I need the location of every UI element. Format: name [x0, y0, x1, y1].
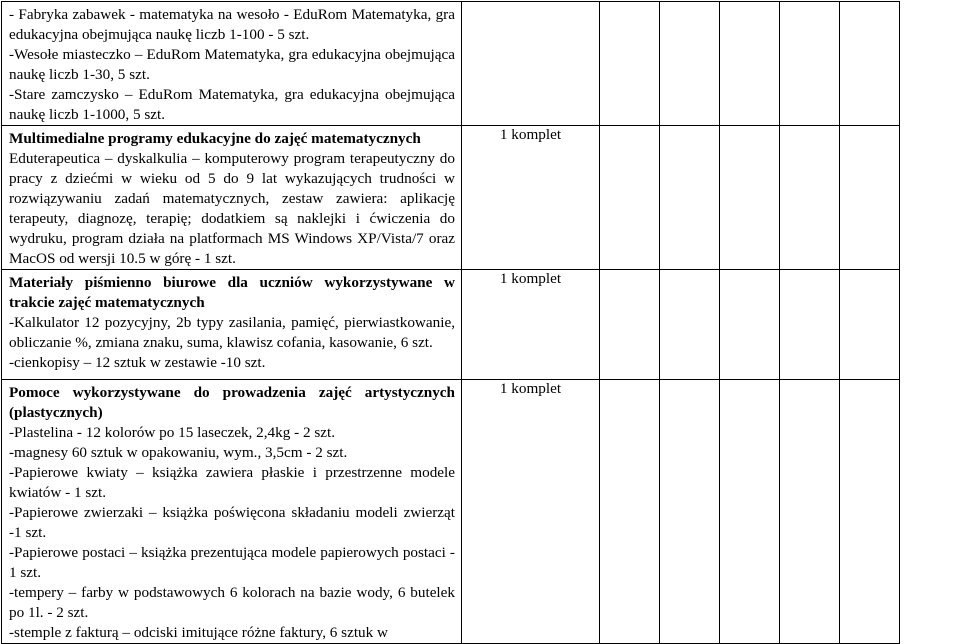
item-line: -Plastelina - 12 kolorów po 15 laseczek, 2,4kg - 2 szt.	[9, 424, 336, 441]
empty-cell	[780, 270, 840, 380]
empty-cell	[720, 380, 780, 644]
quantity-cell: 1 komplet	[462, 270, 600, 380]
item-line: -stemple z fakturą – odciski imitujące różne faktury, 6 sztuk w	[9, 624, 388, 641]
description-cell	[2, 126, 462, 270]
item-line: -tempery – farby w podstawowych 6 kolorach na bazie wody, 6 butelek po 1l. - 2 szt.	[9, 584, 455, 621]
section-heading: Pomoce wykorzystywane do prowadzenia zajęć artystycznych (plastycznych)	[9, 384, 455, 421]
description-cell	[2, 380, 462, 644]
description-cell	[2, 270, 462, 380]
empty-cell	[660, 270, 720, 380]
item-line: -Stare zamczysko – EduRom Matematyka, gra edukacyjna obejmująca naukę liczb 1-1000, 5 szt.	[9, 86, 455, 123]
table-row	[2, 2, 900, 126]
item-line: -Kalkulator 12 pozycyjny, 2b typy zasilania, pamięć, pierwiastkowanie, obliczanie %, zmiana znaku, suma, klawisz cofania, kasowanie, 6 szt.	[9, 314, 455, 351]
item-line: -Papierowe kwiaty – książka zawiera płaskie i przestrzenne modele kwiatów - 1 szt.	[9, 464, 455, 501]
empty-cell	[840, 126, 900, 270]
quantity-cell: 1 komplet	[462, 126, 600, 270]
empty-cell	[600, 126, 660, 270]
table-row	[2, 126, 900, 270]
empty-cell	[840, 270, 900, 380]
item-line: - Fabryka zabawek - matematyka na wesoło - EduRom Matematyka, gra edukacyjna obejmująca naukę liczb 1-100 - 5 szt.	[9, 6, 455, 43]
empty-cell	[600, 270, 660, 380]
quantity-cell: 1 komplet	[462, 380, 600, 644]
empty-cell	[660, 380, 720, 644]
item-line: -cienkopisy – 12 sztuk w zestawie -10 szt.	[9, 354, 266, 371]
empty-cell	[780, 2, 840, 126]
empty-cell	[720, 126, 780, 270]
empty-cell	[720, 2, 780, 126]
empty-cell	[780, 380, 840, 644]
empty-cell	[660, 2, 720, 126]
description-cell	[2, 2, 462, 126]
quantity-cell	[462, 2, 600, 126]
empty-cell	[840, 2, 900, 126]
section-heading: Multimedialne programy edukacyjne do zajęć matematycznych	[9, 130, 421, 147]
item-line: -Papierowe zwierzaki – książka poświęcona składaniu modeli zwierząt -1 szt.	[9, 504, 455, 541]
empty-cell	[720, 270, 780, 380]
table-row	[2, 270, 900, 380]
item-line: -magnesy 60 sztuk w opakowaniu, wym., 3,5cm - 2 szt.	[9, 444, 348, 461]
table-row	[2, 380, 900, 644]
item-line: Eduterapeutica – dyskalkulia – komputerowy program terapeutyczny do pracy z dziećmi w wieku od 5 do 9 lat wykazujących trudności w rozwiązywaniu zadań matematycznych, zestaw zawiera: aplikację terapeuty, diagnozę, terapię; dodatkiem są naklejki i ćwiczenia do wydruku, program działa na platformach MS Windows XP/Vista/7 oraz MacOS od wersji 10.5 w górę - 1 szt.	[9, 150, 455, 267]
empty-cell	[660, 126, 720, 270]
empty-cell	[840, 380, 900, 644]
item-line: -Papierowe postaci – książka prezentująca modele papierowych postaci - 1 szt.	[9, 544, 455, 581]
empty-cell	[780, 126, 840, 270]
empty-cell	[600, 380, 660, 644]
items-table	[1, 1, 900, 644]
item-line: -Wesołe miasteczko – EduRom Matematyka, gra edukacyjna obejmująca naukę liczb 1-30, 5 szt.	[9, 46, 455, 83]
section-heading: Materiały piśmienno biurowe dla uczniów wykorzystywane w trakcie zajęć matematycznych	[9, 274, 455, 311]
empty-cell	[600, 2, 660, 126]
